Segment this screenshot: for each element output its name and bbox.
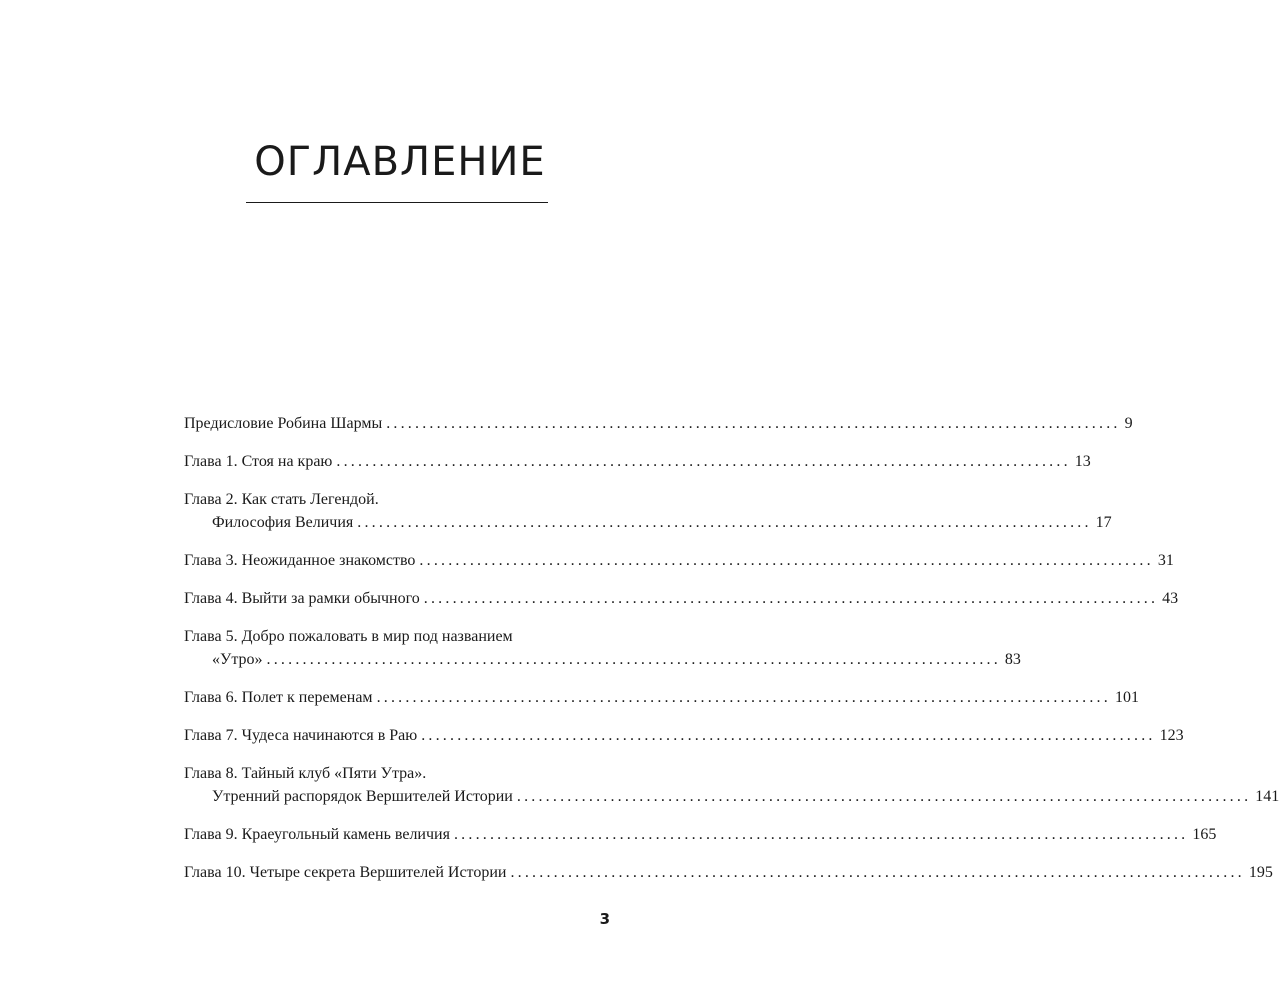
toc-entry-page: 141: [1255, 788, 1279, 805]
toc-entry-page: 195: [1248, 864, 1273, 881]
toc-entry-title: Предисловие Робина Шармы: [184, 415, 383, 432]
toc-entry-page: 123: [1159, 727, 1184, 744]
toc-entry[interactable]: [184, 762, 1279, 808]
toc-entry-page: 83: [1004, 651, 1021, 668]
dot-leader: ......................................................................................................: [516, 788, 1252, 805]
toc-entry-title: Глава 9. Краеугольный камень величия: [184, 826, 450, 843]
toc-entry[interactable]: [184, 625, 1021, 671]
toc-entry-title: Глава 10. Четыре секрета Вершителей Истории: [184, 864, 507, 881]
toc-entry-subtitle: Утренний распорядок Вершителей Истории: [212, 788, 513, 805]
toc-entry-title: Глава 8. Тайный клуб «Пяти Утра».: [184, 765, 427, 782]
toc-entry[interactable]: [184, 412, 1133, 435]
toc-entry-subtitle: «Утро»: [212, 651, 263, 668]
table-of-contents: [184, 412, 1279, 899]
dot-leader: ......................................................................................................: [336, 453, 1071, 470]
toc-entry-page: 31: [1157, 552, 1174, 569]
toc-entry-page: 9: [1124, 415, 1133, 432]
dot-leader: ......................................................................................................: [386, 415, 1121, 432]
dot-leader: ......................................................................................................: [510, 864, 1245, 881]
toc-entry-subtitle: Философия Величия: [212, 514, 354, 531]
dot-leader: ......................................................................................................: [357, 514, 1092, 531]
dot-leader: ......................................................................................................: [266, 651, 1001, 668]
toc-entry-title: Глава 5. Добро пожаловать в мир под названием: [184, 628, 513, 645]
toc-entry[interactable]: [184, 861, 1273, 884]
title-underline: [246, 202, 548, 203]
toc-entry-page: 43: [1162, 590, 1179, 607]
page-title: ОГЛАВЛЕНИЕ: [254, 139, 546, 185]
toc-entry[interactable]: [184, 587, 1179, 610]
dot-leader: ......................................................................................................: [419, 552, 1154, 569]
page-number: 3: [599, 910, 610, 928]
dot-leader: ......................................................................................................: [376, 689, 1111, 706]
dot-leader: ......................................................................................................: [421, 727, 1156, 744]
toc-entry-page: 101: [1114, 689, 1139, 706]
dot-leader: ......................................................................................................: [453, 826, 1189, 843]
toc-entry-page: 13: [1074, 453, 1091, 470]
toc-entry-page: 17: [1095, 514, 1112, 531]
toc-entry-title: Глава 2. Как стать Легендой.: [184, 491, 379, 508]
toc-entry-title: Глава 7. Чудеса начинаются в Раю: [184, 727, 418, 744]
toc-entry[interactable]: [184, 724, 1184, 747]
toc-entry[interactable]: [184, 549, 1174, 572]
toc-entry-page: 165: [1192, 826, 1217, 843]
toc-entry[interactable]: [184, 450, 1091, 473]
dot-leader: ......................................................................................................: [423, 590, 1159, 607]
toc-entry[interactable]: [184, 823, 1217, 846]
toc-entry-title: Глава 6. Полет к переменам: [184, 689, 373, 706]
toc-entry-title: Глава 4. Выйти за рамки обычного: [184, 590, 420, 607]
toc-entry-title: Глава 3. Неожиданное знакомство: [184, 552, 416, 569]
toc-entry[interactable]: [184, 488, 1112, 534]
toc-entry-title: Глава 1. Стоя на краю: [184, 453, 333, 470]
toc-entry[interactable]: [184, 686, 1139, 709]
